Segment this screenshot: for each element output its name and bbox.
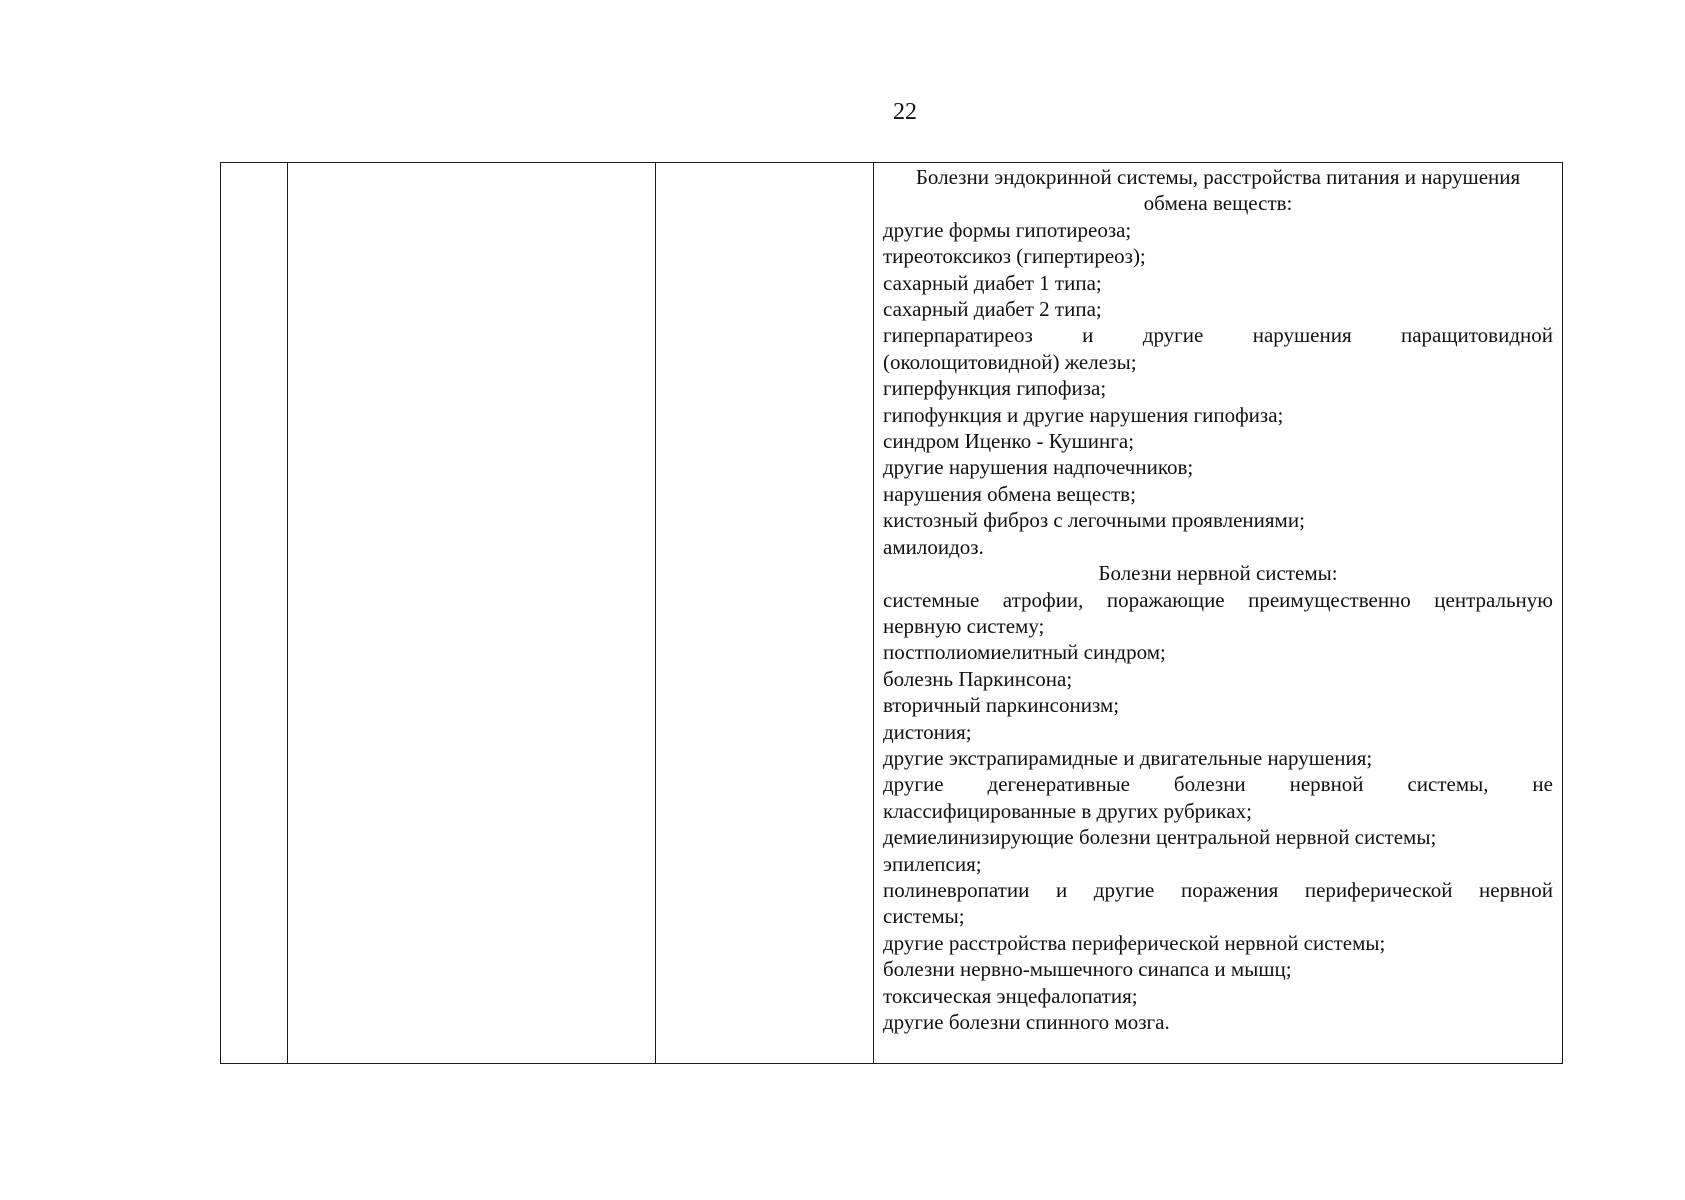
list-line: другие дегенеративные болезни нервной системы, не xyxy=(883,772,1553,797)
list-line: кистозный фиброз с легочными проявлениями; xyxy=(883,508,1305,533)
list-line: синдром Иценко - Кушинга; xyxy=(883,429,1135,454)
page-number: 22 xyxy=(893,99,917,125)
list-line: амилоидоз. xyxy=(883,534,984,559)
list-line: другие формы гипотиреоза; xyxy=(883,217,1132,242)
list-line: (околощитовидной) железы; xyxy=(883,349,1137,374)
list-line: нервную систему; xyxy=(883,613,1045,638)
list-line: сахарный диабет 1 типа; xyxy=(883,270,1102,295)
list-line: гиперфункция гипофиза; xyxy=(883,376,1107,401)
list-line: эпилепсия; xyxy=(883,851,982,876)
list-line: классифицированные в других рубриках; xyxy=(883,798,1252,823)
list-line: другие расстройства периферической нервной системы; xyxy=(883,930,1386,955)
column-divider xyxy=(655,163,656,1063)
list-line: полиневропатии и другие поражения периферической нервной xyxy=(883,877,1553,902)
section-heading: Болезни эндокринной системы, расстройства питания и нарушения xyxy=(915,165,1521,189)
list-line: гиперпаратиреоз и другие нарушения паращитовидной xyxy=(883,323,1553,348)
section-heading: Болезни нервной системы: xyxy=(1098,561,1338,586)
list-line: токсическая энцефалопатия; xyxy=(883,983,1138,1008)
list-line: сахарный диабет 2 типа; xyxy=(883,297,1102,322)
section-heading: обмена веществ: xyxy=(1143,191,1293,216)
list-line: вторичный паркинсонизм; xyxy=(883,693,1120,718)
list-line: системные атрофии, поражающие преимущественно центральную xyxy=(883,587,1553,612)
disease-list-cell xyxy=(873,163,1562,1063)
list-line: другие экстрапирамидные и двигательные нарушения; xyxy=(883,745,1373,770)
table-cell-empty xyxy=(655,163,873,1063)
list-line: гипофункция и другие нарушения гипофиза; xyxy=(883,402,1284,427)
list-line: болезни нервно-мышечного синапса и мышц; xyxy=(883,957,1292,982)
list-line: другие болезни спинного мозга. xyxy=(883,1010,1170,1034)
document-table xyxy=(220,162,1563,1064)
list-line: другие нарушения надпочечников; xyxy=(883,455,1194,480)
list-line: системы; xyxy=(883,904,965,929)
list-line: дистония; xyxy=(883,719,972,744)
column-divider xyxy=(287,163,288,1063)
table-cell-empty xyxy=(221,163,287,1063)
table-cell-empty xyxy=(287,163,655,1063)
list-line: постполиомиелитный синдром; xyxy=(883,640,1166,665)
list-line: тиреотоксикоз (гипертиреоз); xyxy=(883,244,1146,269)
list-line: болезнь Паркинсона; xyxy=(883,666,1073,691)
list-line: нарушения обмена веществ; xyxy=(883,481,1136,506)
list-line: демиелинизирующие болезни центральной нервной системы; xyxy=(883,825,1437,850)
